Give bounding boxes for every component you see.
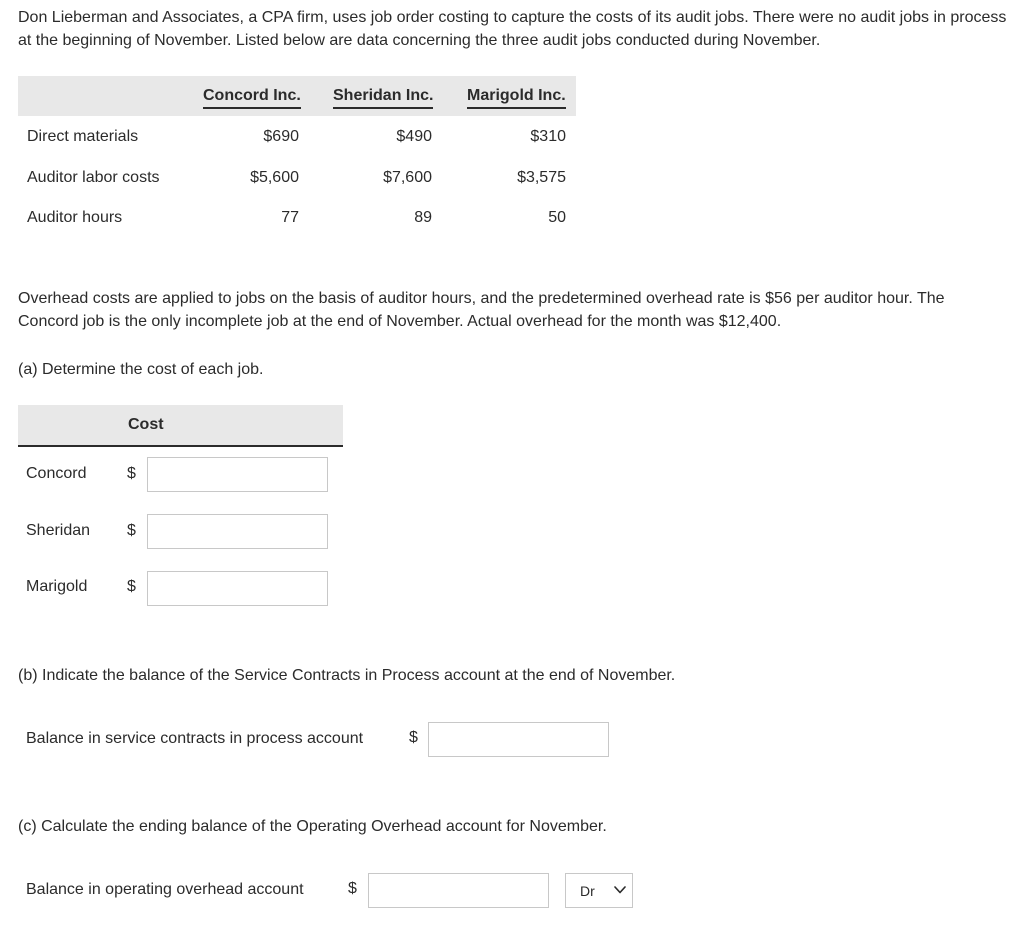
cell-concord-labor: $5,600 [250, 169, 299, 186]
cell-concord-hours: 77 [281, 209, 299, 226]
operating-overhead-balance-input[interactable] [368, 873, 549, 908]
cell-sheridan-hours: 89 [414, 209, 432, 226]
dr-cr-select[interactable] [565, 873, 633, 908]
column-header-marigold: Marigold Inc. [467, 87, 566, 109]
intro-paragraph: Don Lieberman and Associates, a CPA firm, uses job order costing to capture the costs of its audit jobs. There were no audit jobs in process at the beginning of November. Listed below are data concerning the three audit jobs conducted during November. [18, 9, 1007, 49]
chevron-down-icon [614, 885, 626, 895]
cell-sheridan-direct-materials: $490 [396, 128, 432, 145]
row-label-marigold: Marigold [26, 578, 88, 595]
cost-table-header [18, 405, 343, 447]
currency-symbol: $ [127, 522, 136, 539]
operating-overhead-label: Balance in operating overhead account [26, 881, 304, 898]
dr-cr-selected-value: Dr [580, 883, 595, 899]
row-label-auditor-labor-costs: Auditor labor costs [27, 169, 160, 186]
column-header-sheridan: Sheridan Inc. [333, 87, 433, 109]
cell-marigold-labor: $3,575 [517, 169, 566, 186]
service-contracts-label: Balance in service contracts in process account [26, 730, 364, 747]
sheridan-cost-input[interactable] [147, 514, 328, 549]
cost-column-header: Cost [128, 416, 164, 433]
row-label-sheridan: Sheridan [26, 522, 91, 539]
service-contracts-balance-input[interactable] [428, 722, 609, 757]
cell-concord-direct-materials: $690 [263, 128, 299, 145]
overhead-paragraph: Overhead costs are applied to jobs on the basis of auditor hours, and the predetermined overhead rate is $56 per auditor hour. The Concord job is the only incomplete job at the end of November. Actual overhead for the month was $12,400. [18, 290, 945, 330]
marigold-cost-input[interactable] [147, 571, 328, 606]
column-header-concord: Concord Inc. [203, 87, 301, 109]
currency-symbol: $ [127, 465, 136, 482]
part-b-prompt: (b) Indicate the balance of the Service Contracts in Process account at the end of November. [18, 667, 676, 684]
currency-symbol: $ [127, 578, 136, 595]
part-c-prompt: (c) Calculate the ending balance of the Operating Overhead account for November. [18, 818, 607, 835]
cell-marigold-direct-materials: $310 [530, 128, 566, 145]
row-label-concord: Concord [26, 465, 87, 482]
part-a-prompt: (a) Determine the cost of each job. [18, 361, 264, 378]
concord-cost-input[interactable] [147, 457, 328, 492]
cell-sheridan-labor: $7,600 [383, 169, 432, 186]
row-label-auditor-hours: Auditor hours [27, 209, 123, 226]
cell-marigold-hours: 50 [548, 209, 566, 226]
currency-symbol: $ [409, 729, 418, 746]
currency-symbol: $ [348, 880, 357, 897]
row-label-direct-materials: Direct materials [27, 128, 139, 145]
